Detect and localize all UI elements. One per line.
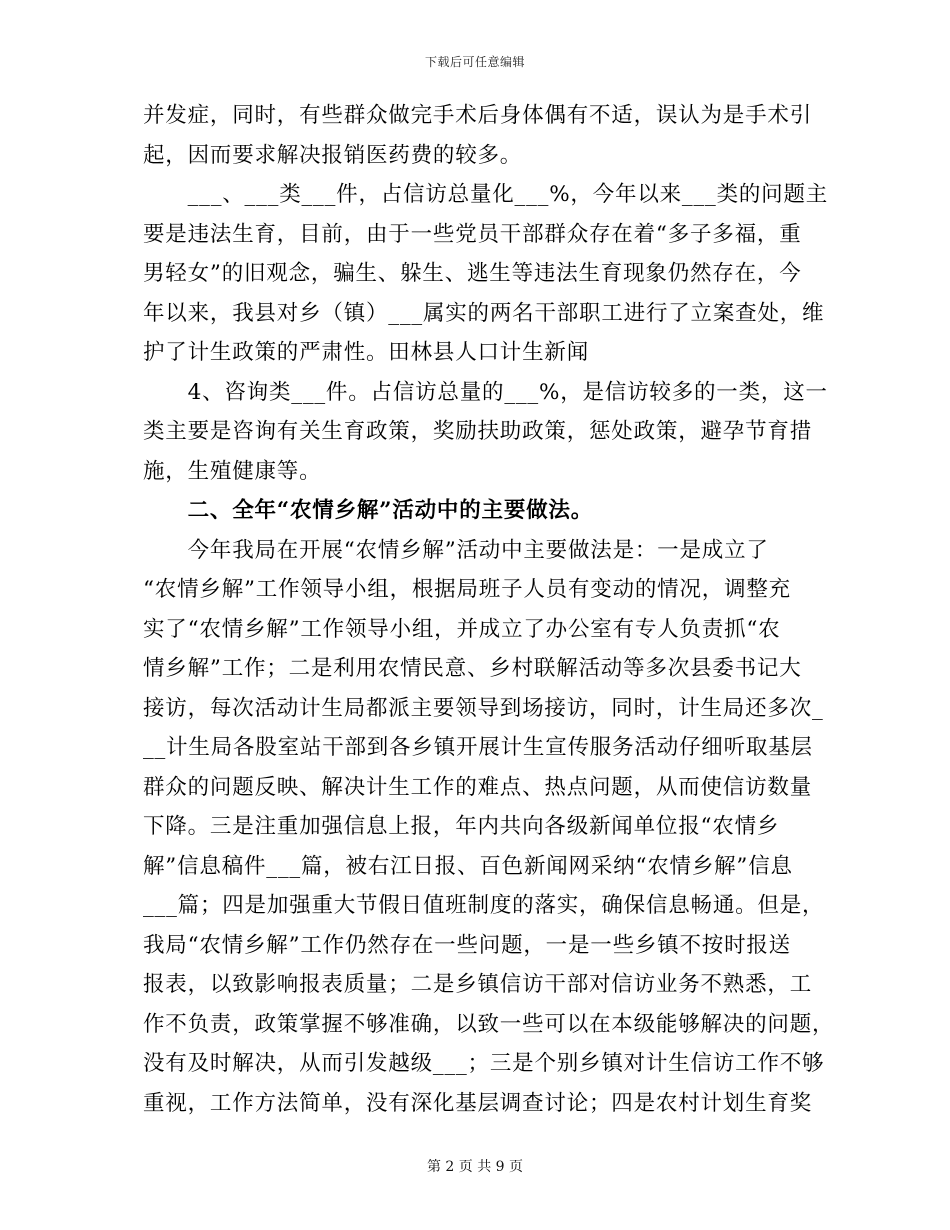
text-line: ___、___类___件，占信访总量化___%，今年以来___类的问题主 [143, 182, 829, 207]
page-header-note: 下载后可任意编辑 [424, 55, 525, 69]
text-line: 护了计生政策的严肃性。田林县人口计生新闻 [143, 340, 590, 365]
page-number: 第 2 页 共 9 页 [426, 1159, 524, 1175]
text-line: 男轻女”的旧观念，骗生、躲生、逃生等违法生育现象仍然存在，今 [143, 261, 802, 286]
text-line: 解”信息稿件___篇，被右江日报、百色新闻网采纳“农情乡解”信息 [143, 853, 793, 879]
text-line: 没有及时解决，从而引发越级___；三是个别乡镇对计生信访工作不够 [143, 1051, 825, 1076]
text-line: 接访，每次活动计生局都派主要领导到场接访，同时，计生局还多次_ [143, 695, 824, 721]
text-line: 施，生殖健康等。 [143, 458, 322, 484]
text-line: 下降。三是注重加强信息上报，年内共向各级新闻单位报“农情乡 [143, 814, 780, 839]
text-line: __计生局各股室站干部到各乡镇开展计生宣传服务活动仔细听取基层 [143, 735, 813, 760]
section-heading: 二、全年“农情乡解”活动中的主要做法。 [143, 498, 594, 523]
text-line: 要是违法生育，目前，由于一些党员干部群众存在着“多子多福，重 [143, 221, 802, 247]
text-line: 起，因而要求解决报销医药费的较多。 [143, 142, 523, 168]
text-line: ___篇；四是加强重大节假日值班制度的落实，确保信息畅通。但是， [143, 893, 825, 918]
text-line: 情乡解”工作；二是利用农情民意、乡村联解活动等多次县委书记大 [143, 656, 802, 681]
text-line: “农情乡解”工作领导小组，根据局班子人员有变动的情况，调整充 [143, 577, 791, 602]
text-line: 群众的问题反映、解决计生工作的难点、热点问题，从而使信访数量 [143, 774, 813, 800]
text-line: 类主要是咨询有关生育政策，奖励扶助政策，惩处政策，避孕节育措 [143, 419, 813, 444]
text-line: 4、咨询类___件。占信访总量的___%，是信访较多的一类，这一 [143, 379, 828, 405]
text-line: 实了“农情乡解”工作领导小组，并成立了办公室有专人负责抓“农 [143, 616, 781, 642]
text-line: 报表，以致影响报表质量；二是乡镇信访干部对信访业务不熟悉，工 [143, 972, 813, 997]
text-line: 我局“农情乡解”工作仍然存在一些问题，一是一些乡镇不按时报送 [143, 932, 791, 958]
text-line: 今年我局在开展“农情乡解”活动中主要做法是：一是成立了 [143, 537, 769, 563]
text-line: 重视，工作方法简单，没有深化基层调查讨论；四是农村计划生育奖 [143, 1090, 813, 1116]
text-line: 作不负责，政策掌握不够准确，以致一些可以在本级能够解决的问题， [143, 1011, 835, 1037]
text-line: 年以来，我县对乡（镇）___属实的两名干部职工进行了立案查处，维 [143, 300, 825, 326]
document-body [143, 96, 835, 1123]
text-line: 并发症，同时，有些群众做完手术后身体偶有不适，误认为是手术引 [143, 103, 813, 128]
